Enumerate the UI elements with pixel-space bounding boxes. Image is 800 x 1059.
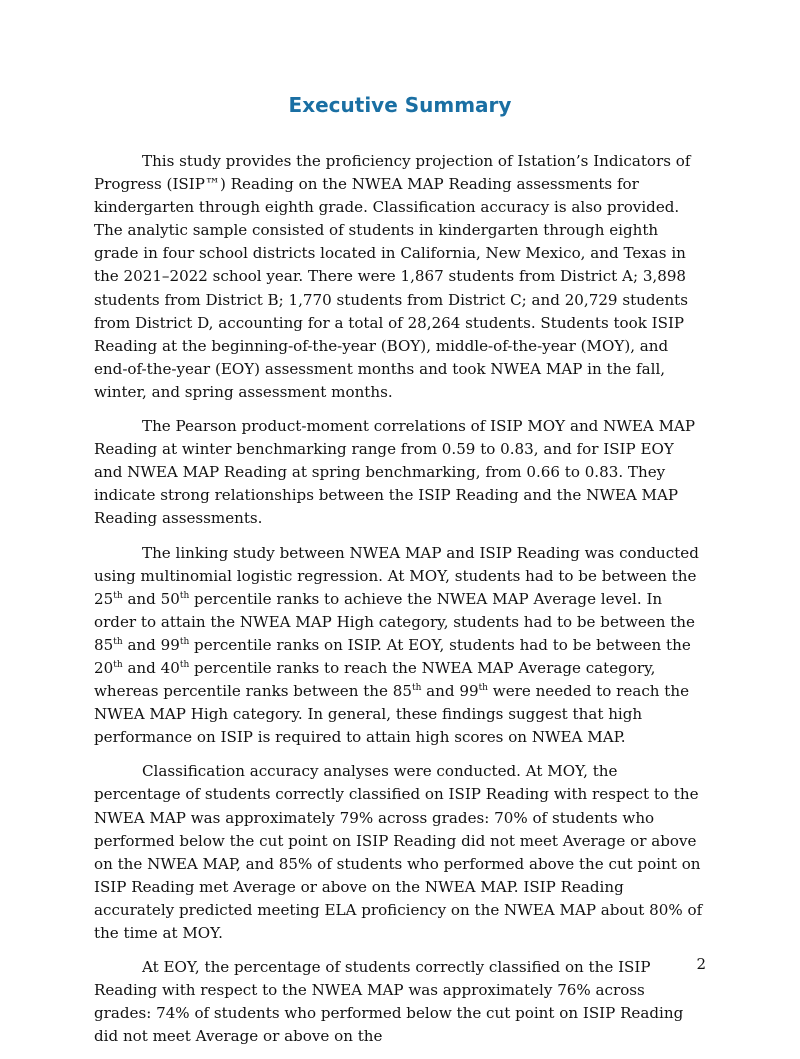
paragraph-text: This study provides the proficiency projection of Istation’s Indicators of Progress (ISIP™) Reading on the NWEA MAP Reading assessments for kindergarten through eighth grade. Classification accuracy is also provided. The analytic sample consisted of students in kindergarten through eighth grade in four school districts located in California, New Mexico, and Texas in the 2021–2022 school year. There were 1,867 students from District A; 3,898 students from District B; 1,770 students from District C; and 20,729 students from District D, accounting for a total of 28,264 students. Students took ISIP Reading at the beginning-of-the-year (BOY), middle-of-the-year (MOY), and end-of-the-year (EOY) assessment months and took NWEA MAP in the fall, winter, and spring assessment months. bbox=[94, 152, 691, 401]
superscript: th bbox=[113, 590, 123, 601]
superscript: th bbox=[179, 590, 190, 601]
paragraph-text: were needed to reach the NWEA MAP High category. In general, these findings suggest that high performance on ISIP is required to attain high scores on NWEA MAP. bbox=[94, 682, 690, 747]
paragraph-3 bbox=[94, 542, 706, 750]
superscript: th bbox=[411, 683, 422, 694]
superscript: th bbox=[179, 636, 190, 647]
paragraph-text: The Pearson product-moment correlations of ISIP MOY and NWEA MAP Reading at winter benchmarking range from 0.59 to 0.83, and for ISIP EOY and NWEA MAP Reading at spring benchmarking, from 0.66 to 0.83. They indicate strong relationships between the ISIP Reading and the NWEA MAP Reading assessments. bbox=[94, 417, 696, 528]
paragraph-text: and 50 bbox=[122, 589, 180, 608]
paragraph-1 bbox=[94, 150, 706, 404]
paragraph-text: Classification accuracy analyses were conducted. At MOY, the percentage of students correctly classified on ISIP Reading with respect to the NWEA MAP was approximately 79% across grades: 70% of students who performed below the cut point on ISIP Reading did not meet Average or above on the NWEA MAP, and 85% of students who performed above the cut point on ISIP Reading met Average or above on the NWEA MAP. ISIP Reading accurately predicted meeting ELA proficiency on the NWEA MAP about 80% of the time at MOY. bbox=[94, 762, 703, 942]
paragraph-2 bbox=[94, 415, 706, 530]
page-title: Executive Summary bbox=[288, 93, 512, 117]
paragraph-text: At EOY, the percentage of students correctly classified on the ISIP Reading with respect to the NWEA MAP was approximately 76% across grades: 74% of students who performed below the cut point on ISIP Reading did not meet Average or above on the bbox=[94, 958, 684, 1046]
superscript: th bbox=[113, 636, 123, 647]
paragraph-text: The linking study between NWEA MAP and ISIP Reading was conducted using multinomial logistic regression. At MOY, students had to be between the 25 bbox=[94, 543, 699, 608]
superscript: th bbox=[179, 659, 190, 670]
paragraph-4 bbox=[94, 760, 706, 945]
paragraph-text: percentile ranks on ISIP. At EOY, students had to be between the 20 bbox=[94, 635, 691, 677]
superscript: th bbox=[113, 659, 123, 670]
paragraph-text: and 40 bbox=[122, 658, 180, 677]
paragraph-text: percentile ranks to achieve the NWEA MAP Average level. In order to attain the NWEA MAP High category, students had to be between the 85 bbox=[94, 589, 695, 654]
page-number: 2 bbox=[696, 955, 706, 973]
paragraph-text: and 99 bbox=[421, 682, 479, 701]
body-text bbox=[94, 150, 706, 1059]
superscript: th bbox=[478, 683, 488, 694]
paragraph-text: percentile ranks to reach the NWEA MAP Average category, whereas percentile ranks between the 85 bbox=[94, 658, 656, 701]
paragraph-text: and 99 bbox=[122, 635, 180, 654]
